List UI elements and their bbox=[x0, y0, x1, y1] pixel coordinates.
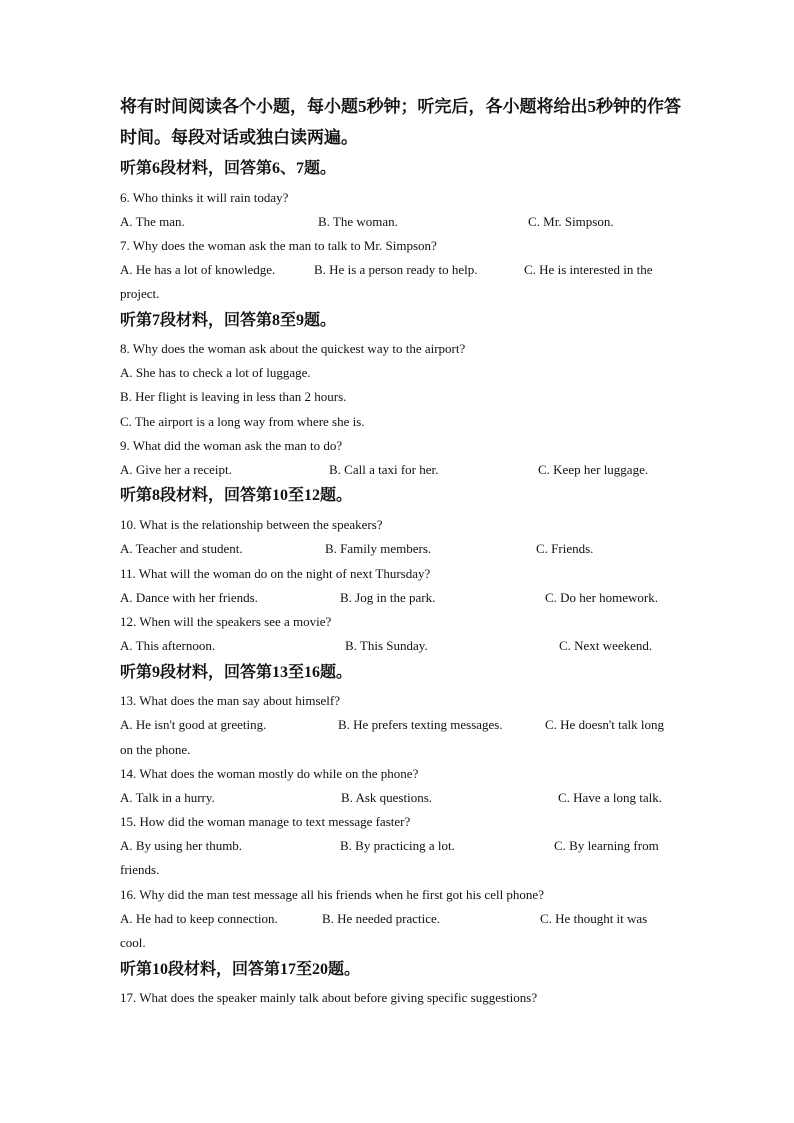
option-a: A. The man. bbox=[120, 214, 185, 229]
option-a: A. Talk in a hurry. bbox=[120, 790, 215, 805]
question-stem: 6. Who thinks it will rain today? bbox=[120, 190, 289, 205]
options-row bbox=[120, 911, 680, 927]
option-b: B. He is a person ready to help. bbox=[314, 262, 478, 277]
option-a: A. He has a lot of knowledge. bbox=[120, 262, 276, 277]
option-a: A. This afternoon. bbox=[120, 638, 216, 653]
question-stem: 15. How did the woman manage to text message faster? bbox=[120, 814, 411, 829]
options-row bbox=[120, 838, 680, 854]
option-continuation: friends. bbox=[120, 862, 160, 877]
option-c: C. The airport is a long way from where she is. bbox=[120, 414, 365, 429]
section-heading: 听第8段材料，回答第10至12题。 bbox=[120, 487, 353, 504]
option-b: B. Ask questions. bbox=[341, 790, 433, 805]
options-row bbox=[120, 717, 680, 733]
option-a: A. She has to check a lot of luggage. bbox=[120, 365, 311, 380]
option-a: A. He had to keep connection. bbox=[120, 911, 278, 926]
option-c: C. Have a long talk. bbox=[558, 790, 662, 805]
options-row bbox=[120, 790, 680, 806]
option-a: A. Teacher and student. bbox=[120, 541, 243, 556]
options-row bbox=[120, 638, 680, 654]
question-stem: 14. What does the woman mostly do while on the phone? bbox=[120, 766, 419, 781]
option-c: C. He doesn't talk long bbox=[545, 717, 664, 732]
option-c: C. He is interested in the bbox=[524, 262, 653, 277]
question-stem: 10. What is the relationship between the speakers? bbox=[120, 517, 383, 532]
option-b: B. This Sunday. bbox=[345, 638, 428, 653]
option-c: C. Do her homework. bbox=[545, 590, 659, 605]
option-a: A. Give her a receipt. bbox=[120, 462, 232, 477]
options-row bbox=[120, 214, 680, 230]
question-stem: 9. What did the woman ask the man to do? bbox=[120, 438, 343, 453]
options-row bbox=[120, 541, 680, 557]
option-c: C. Friends. bbox=[536, 541, 594, 556]
options-row bbox=[120, 262, 680, 278]
section-heading: 听第7段材料，回答第8至9题。 bbox=[120, 312, 337, 329]
option-b: B. He needed practice. bbox=[322, 911, 441, 926]
option-b: B. By practicing a lot. bbox=[340, 838, 455, 853]
option-c: C. Next weekend. bbox=[559, 638, 653, 653]
question-stem: 7. Why does the woman ask the man to talk to Mr. Simpson? bbox=[120, 238, 437, 253]
option-continuation: cool. bbox=[120, 935, 146, 950]
options-row bbox=[120, 590, 680, 606]
question-stem: 16. Why did the man test message all his friends when he first got his cell phone? bbox=[120, 887, 544, 902]
question-stem: 8. Why does the woman ask about the quickest way to the airport? bbox=[120, 341, 466, 356]
option-b: B. Jog in the park. bbox=[340, 590, 436, 605]
intro-line-1: 将有时间阅读各个小题，每小题5秒钟；听完后，各小题将给出5秒钟的作答 bbox=[120, 97, 681, 116]
option-b: B. He prefers texting messages. bbox=[338, 717, 503, 732]
option-a: A. He isn't good at greeting. bbox=[120, 717, 267, 732]
question-stem: 12. When will the speakers see a movie? bbox=[120, 614, 332, 629]
option-c: C. Mr. Simpson. bbox=[528, 214, 614, 229]
intro-line-2: 时间。每段对话或独白读两遍。 bbox=[120, 128, 358, 147]
section-heading: 听第9段材料，回答第13至16题。 bbox=[120, 664, 353, 681]
options-row bbox=[120, 462, 680, 478]
question-stem: 11. What will the woman do on the night of next Thursday? bbox=[120, 566, 431, 581]
option-continuation: on the phone. bbox=[120, 742, 191, 757]
option-a: A. Dance with her friends. bbox=[120, 590, 258, 605]
question-stem: 13. What does the man say about himself? bbox=[120, 693, 340, 708]
option-a: A. By using her thumb. bbox=[120, 838, 243, 853]
option-c: C. He thought it was bbox=[540, 911, 648, 926]
option-c: C. By learning from bbox=[554, 838, 659, 853]
option-b: B. Family members. bbox=[325, 541, 432, 556]
option-b: B. The woman. bbox=[318, 214, 398, 229]
option-b: B. Her flight is leaving in less than 2 hours. bbox=[120, 389, 347, 404]
option-c: C. Keep her luggage. bbox=[538, 462, 649, 477]
option-b: B. Call a taxi for her. bbox=[329, 462, 439, 477]
section-heading: 听第10段材料，回答第17至20题。 bbox=[120, 961, 361, 978]
question-stem: 17. What does the speaker mainly talk about before giving specific suggestions? bbox=[120, 990, 538, 1005]
section-heading: 听第6段材料，回答第6、7题。 bbox=[120, 160, 337, 177]
option-continuation: project. bbox=[120, 286, 160, 301]
